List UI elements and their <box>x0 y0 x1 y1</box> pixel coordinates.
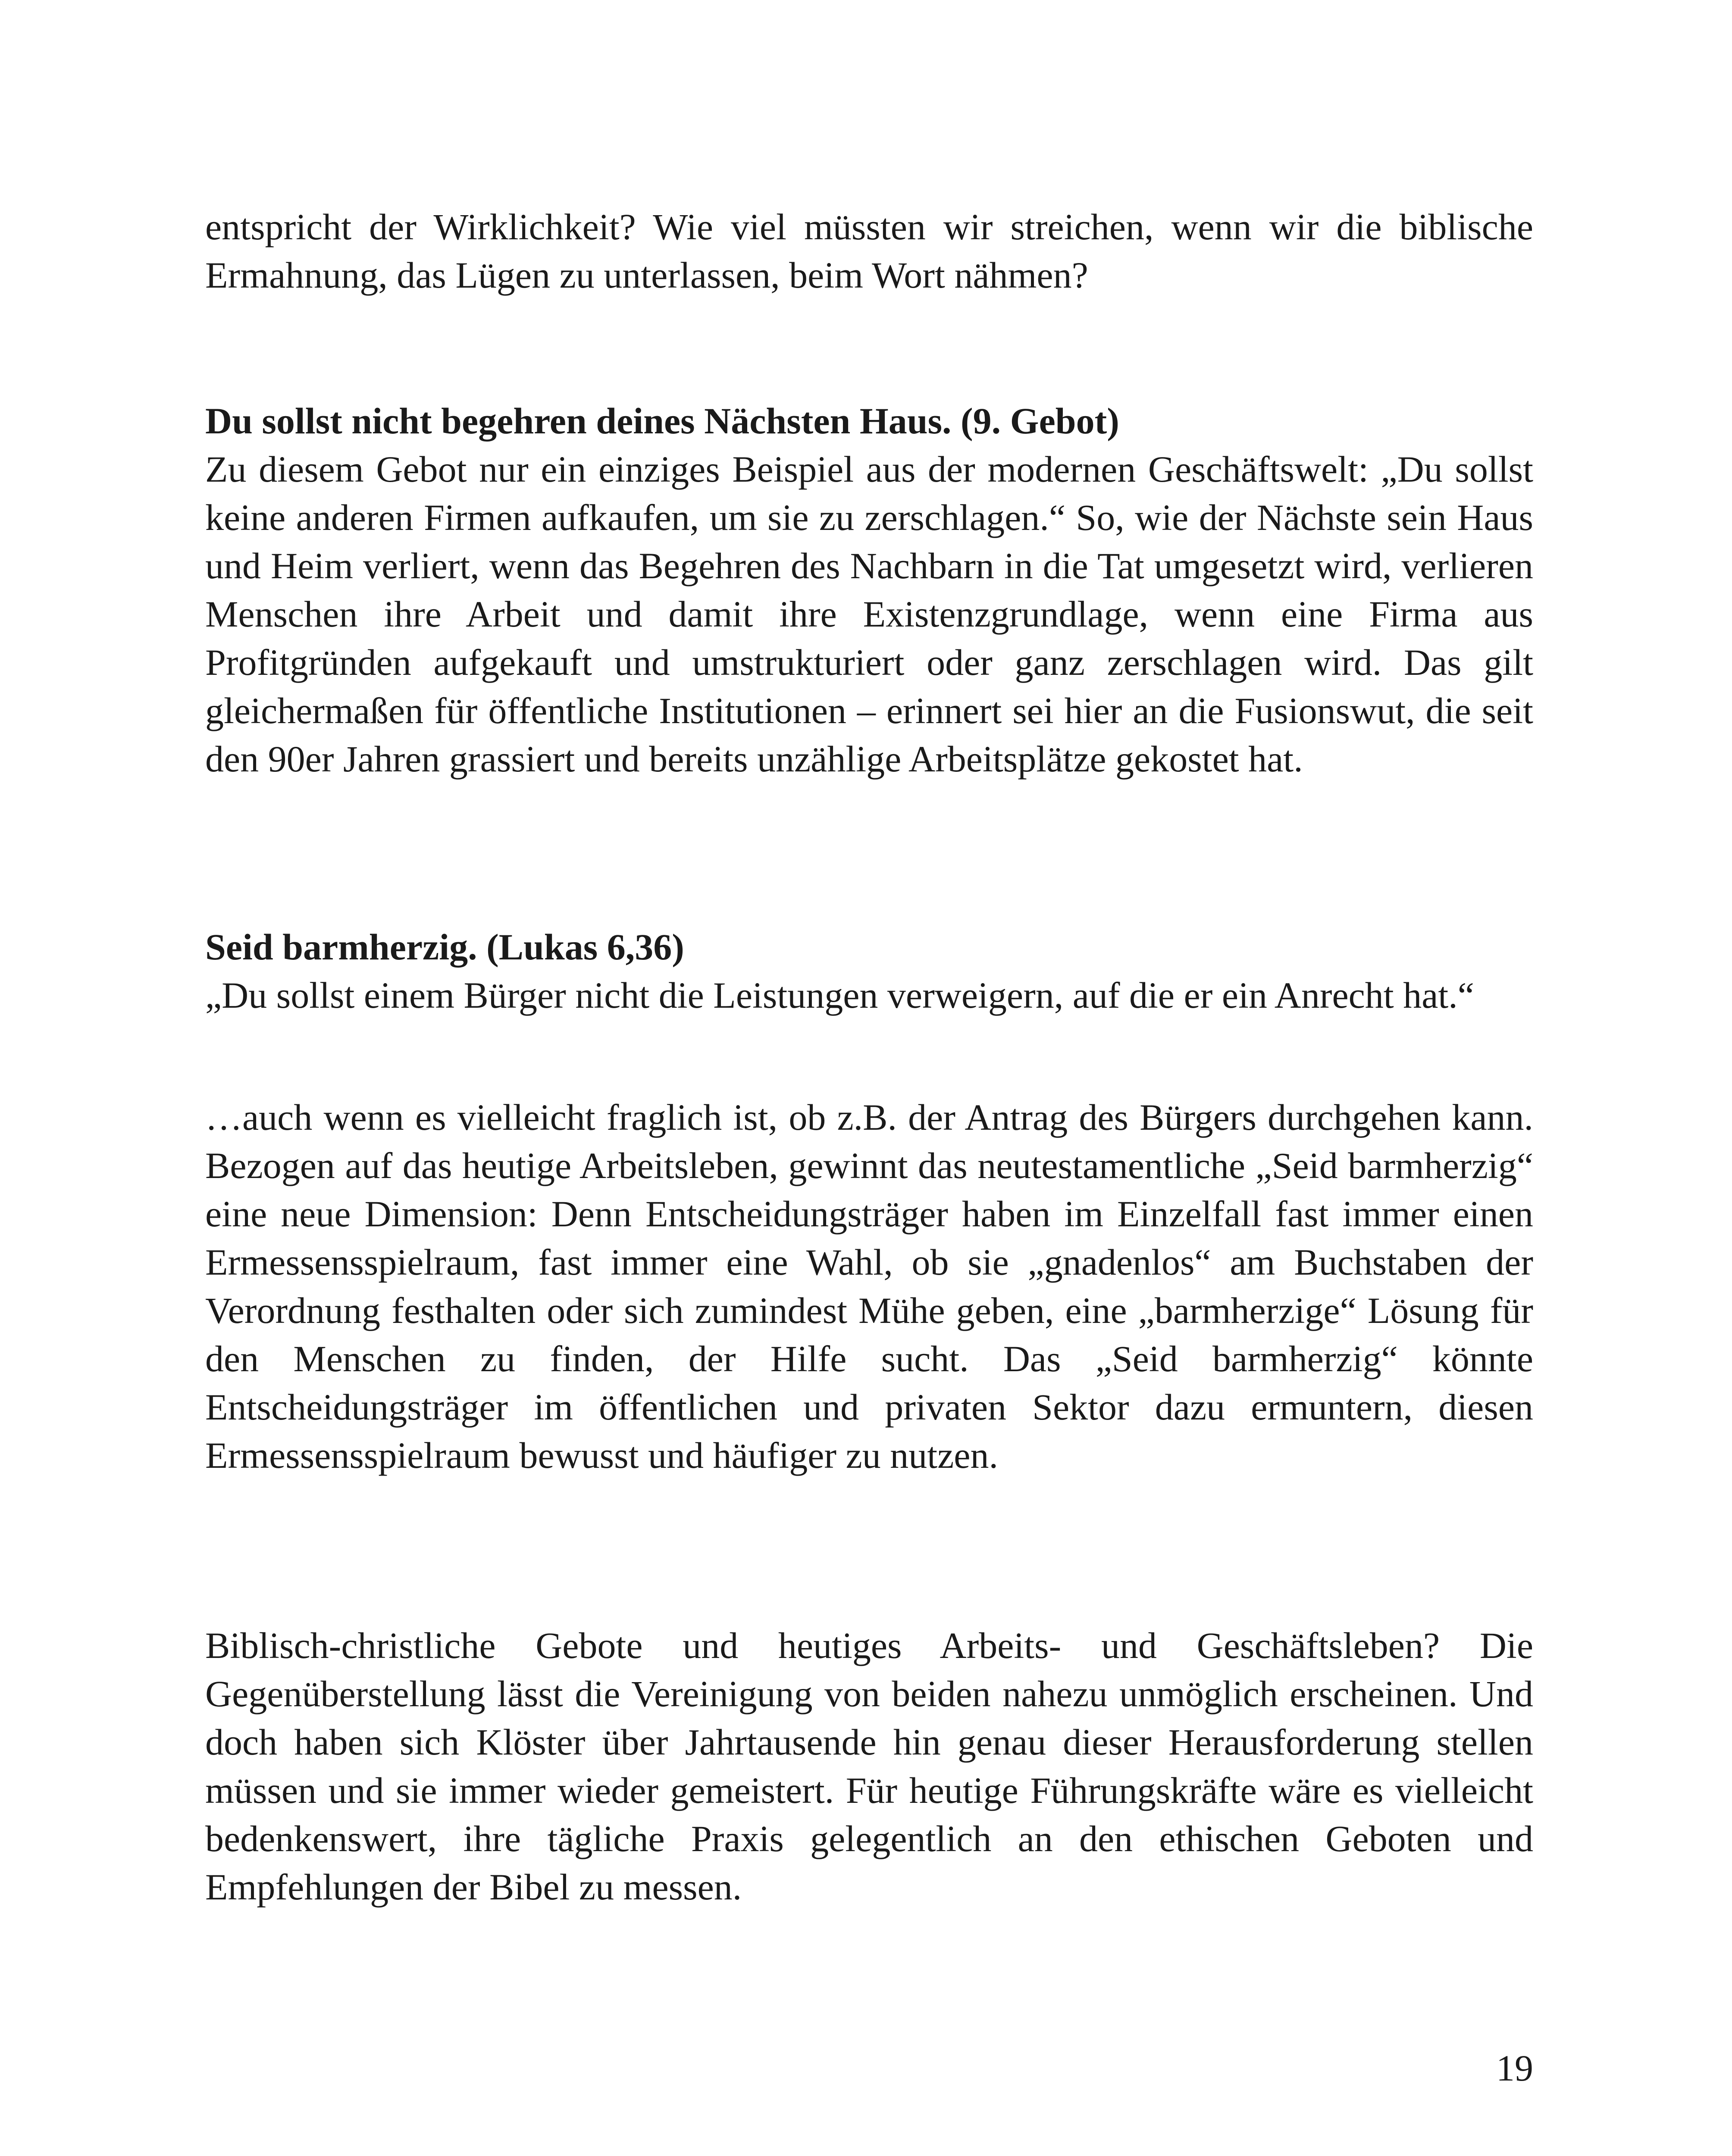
page-number: 19 <box>1496 2047 1533 2089</box>
intro-paragraph: entspricht der Wirklichkeit? Wie viel müssten wir streichen, wenn wir die biblische Ermahnung, das Lügen zu unterlassen, beim Wort nähmen? <box>205 206 1533 296</box>
section-heading-barmherzig: Seid barmherzig. (Lukas 6,36) <box>205 926 684 968</box>
conclusion-paragraph: Biblisch-christliche Gebote und heutiges Arbeits- und Geschäftsleben? Die Gegenüberstellung lässt die Vereinigung von beiden nahezu unmöglich erscheinen. Und doch haben sich Klöster über Jahrtausende hin genau dieser Herausforderung stellen müssen und sie immer wieder gemeistert. Für heutige Führungskräfte wäre es vielleicht bedenkenswert, ihre tägliche Praxis gelegentlich an den ethischen Geboten und Empfehlungen der Bibel zu messen. <box>205 1625 1533 1908</box>
section-quote-barmherzig: „Du sollst einem Bürger nicht die Leistungen verweigern, auf die er ein Anrecht hat.“ <box>205 975 1474 1016</box>
section-heading-9-gebot: Du sollst nicht begehren deines Nächsten Haus. (9. Gebot) <box>205 400 1119 442</box>
section-body-barmherzig: …auch wenn es vielleicht fraglich ist, ob z.B. der Antrag des Bürgers durchgehen kann. Bezogen auf das heutige Arbeitsleben, gewinnt das neutestamentliche „Seid barmherzig“ eine neue Dimension: Denn Entscheidungsträger haben im Einzelfall fast immer einen Ermessensspielraum, fast immer eine Wahl, ob sie „gnadenlos“ am Buchstaben der Verordnung festhalten oder sich zumindest Mühe geben, eine „barmherzige“ Lösung für den Menschen zu finden, der Hilfe sucht. Das „Seid barmherzig“ könnte Entscheidungsträger im öffentlichen und privaten Sektor dazu ermuntern, diesen Ermessensspielraum bewusst und häufiger zu nutzen. <box>205 1097 1533 1476</box>
section-body-9-gebot: Zu diesem Gebot nur ein einziges Beispiel aus der modernen Geschäftswelt: „Du sollst keine anderen Firmen aufkaufen, um sie zu zerschlagen.“ So, wie der Nächste sein Haus und Heim verliert, wenn das Begehren des Nachbarn in die Tat umgesetzt wird, verlieren Menschen ihre Arbeit und damit ihre Existenzgrundlage, wenn eine Firma aus Profitgründen aufgekauft und umstrukturiert oder ganz zerschlagen wird. Das gilt gleichermaßen für öffentliche Institutionen – erinnert sei hier an die Fusionswut, die seit den 90er Jahren grassiert und bereits unzählige Arbeitsplätze gekostet hat. <box>205 448 1533 780</box>
